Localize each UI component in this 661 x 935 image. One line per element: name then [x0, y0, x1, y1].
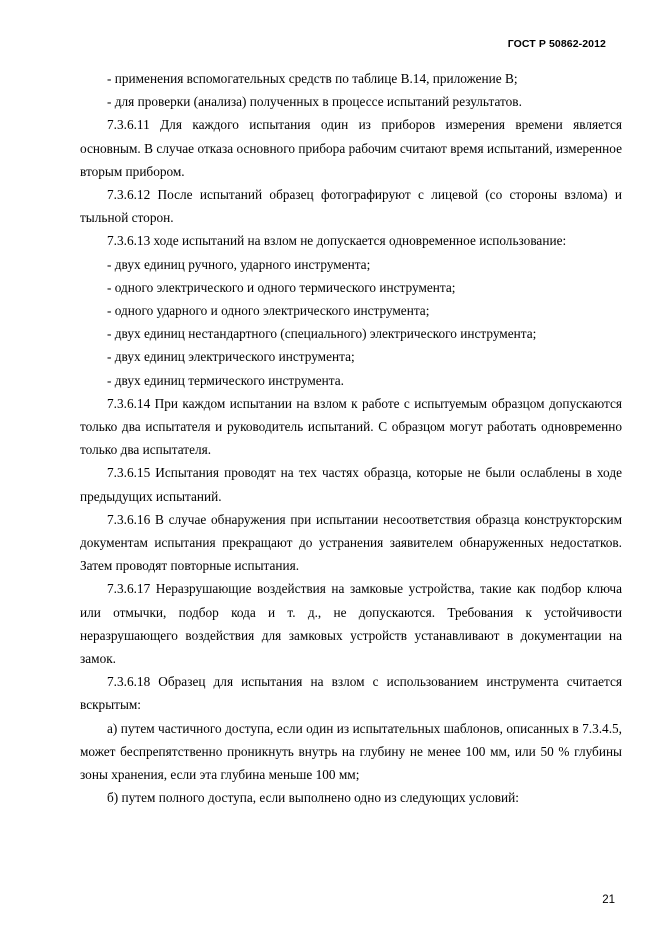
list-item: - одного ударного и одного электрического инструмента;: [107, 303, 430, 319]
paragraph: б) путем полного доступа, если выполнено одно из следующих условий:: [107, 790, 519, 806]
paragraph: 7.3.6.17 Неразрушающие воздействия на замковые устройства, такие как подбор ключа или отмычки, подбор кода и т. д., не допускаются. Требования к устойчивости неразрушающего воздействия для замковых устройств устанавливают в документации на замок.: [80, 581, 622, 667]
list-item: - двух единиц термического инструмента.: [107, 372, 344, 388]
list-item: - одного электрического и одного термического инструмента;: [107, 279, 456, 295]
paragraph: 7.3.6.14 При каждом испытании на взлом к работе с испытуемым образцом допускаются только два испытателя и руководитель испытаний. С образцом могут работать одновременно только два испытателя.: [80, 395, 622, 458]
paragraph: а) путем частичного доступа, если один из испытательных шаблонов, описанных в 7.3.4.5, может беспрепятственно проникнуть внутрь на глубину не менее 100 мм, или 50 % глубины зоны хранения, если эта глубина меньше 100 мм;: [80, 720, 622, 783]
paragraph: 7.3.6.18 Образец для испытания на взлом с использованием инструмента считается вскрытым:: [80, 674, 622, 713]
document-header: ГОСТ Р 50862-2012: [507, 38, 606, 50]
paragraph: - применения вспомогательных средств по таблице В.14, приложение В;: [107, 71, 518, 86]
paragraph: 7.3.6.13 ходе испытаний на взлом не допускается одновременное использование:: [107, 233, 567, 249]
paragraph: 7.3.6.11 Для каждого испытания один из приборов измерения времени является основным. В случае отказа основного прибора рабочим считают время испытаний, измеренное вторым прибором.: [80, 117, 622, 179]
paragraph: 7.3.6.15 Испытания проводят на тех частях образца, которые не были ослаблены в ходе предыдущих испытаний.: [80, 465, 622, 504]
paragraph: 7.3.6.12 После испытаний образец фотографируют с лицевой (со стороны взлома) и тыльной сторон.: [80, 187, 622, 226]
document-body: [80, 67, 622, 810]
list-item: - двух единиц электрического инструмента;: [107, 349, 355, 365]
paragraph: - для проверки (анализа) полученных в процессе испытаний результатов.: [107, 94, 522, 110]
paragraph: 7.3.6.16 В случае обнаружения при испытании несоответствия образца конструкторским документам испытания прекращают до устранения заявителем обнаруженных недостатков. Затем проводят повторные испытания.: [80, 511, 622, 574]
list-item: - двух единиц нестандартного (специального) электрического инструмента;: [107, 326, 537, 342]
page-number: 21: [602, 894, 615, 906]
list-item: - двух единиц ручного, ударного инструмента;: [107, 256, 371, 272]
